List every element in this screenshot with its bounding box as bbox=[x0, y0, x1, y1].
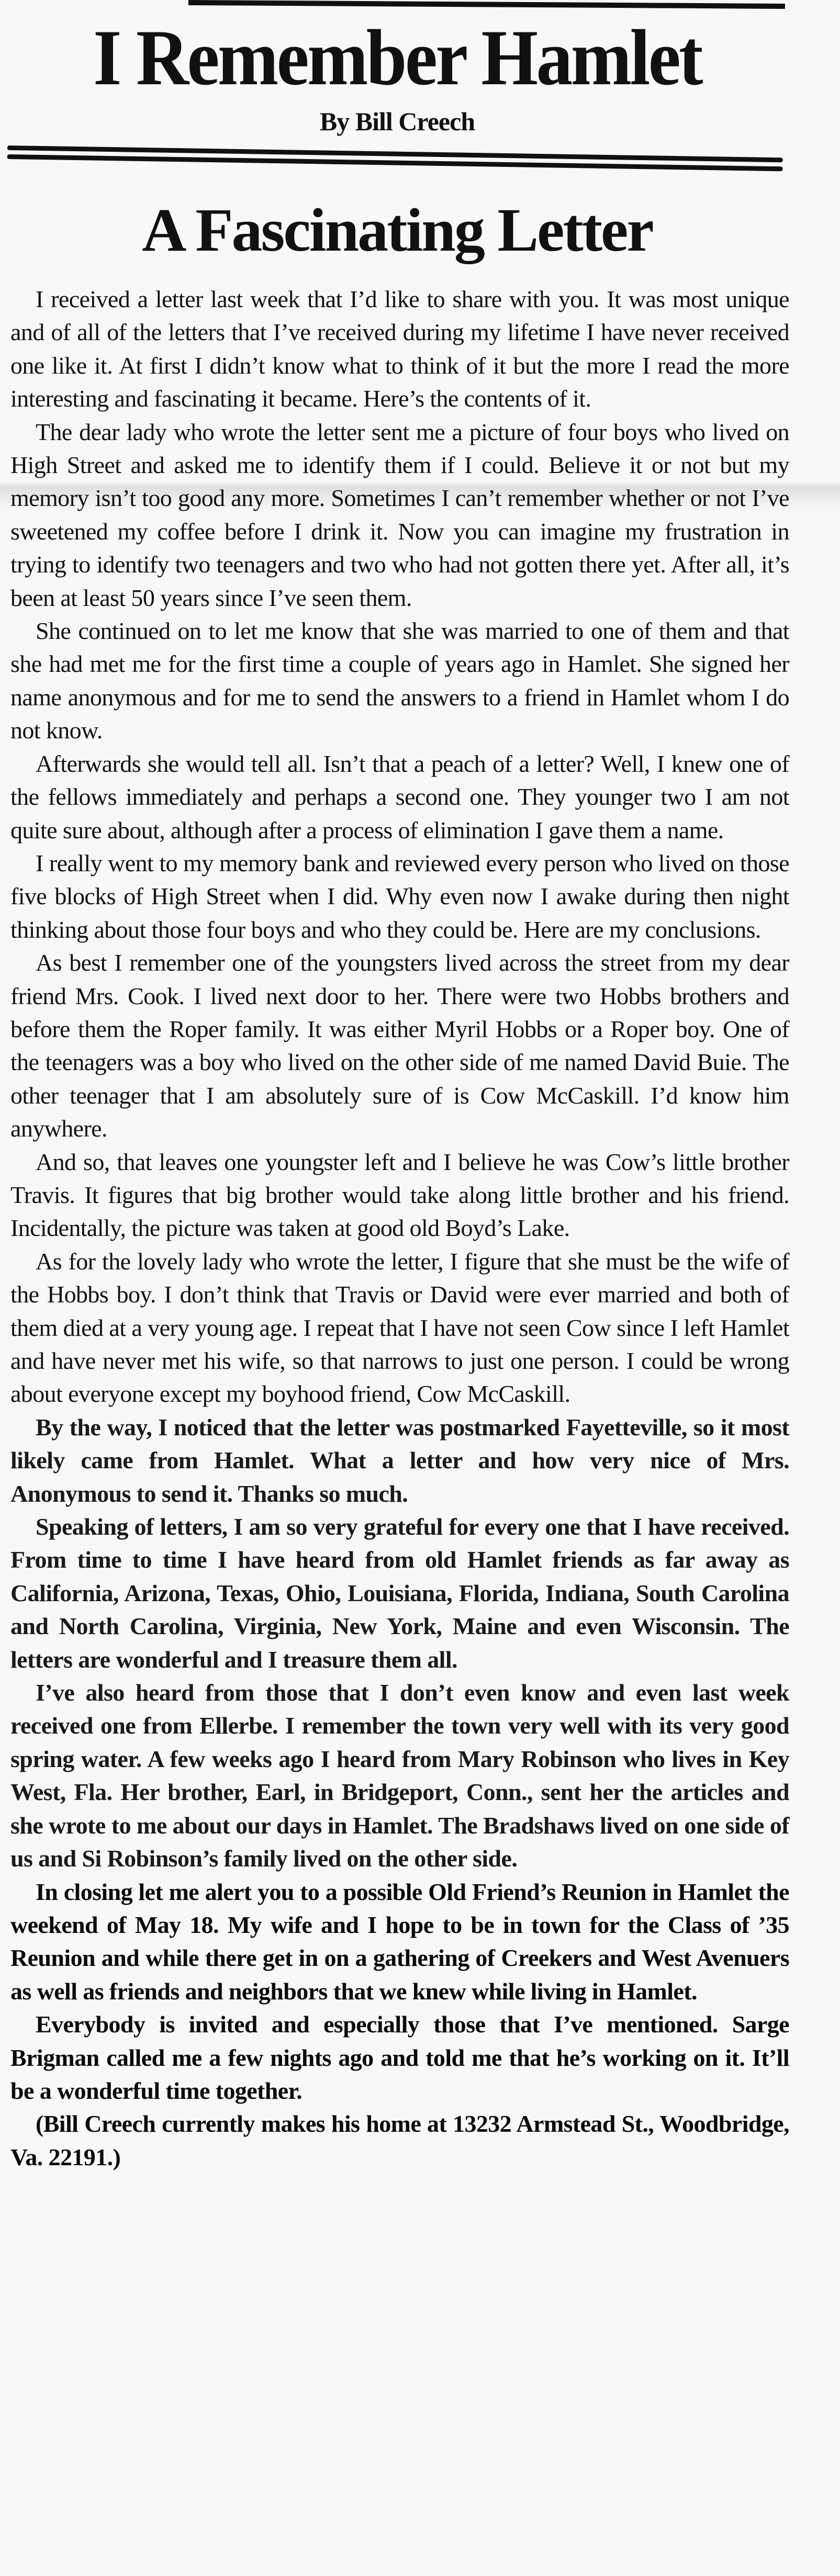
article-paragraph: Afterwards she would tell all. Isn’t that a peach of a letter? Well, I knew one of the fellows immediately and perhaps a second one. They younger two I am not quite sure about, although after a process of elimination I gave them a name. bbox=[10, 750, 789, 843]
article-paragraph: Everybody is invited and especially those that I’ve mentioned. Sarge Brigman called me a few nights ago and told me that he’s working on it. It’ll be a wonderful time together. bbox=[10, 2011, 789, 2104]
top-rule-divider bbox=[188, 0, 785, 9]
article-paragraph: By the way, I noticed that the letter was postmarked Fayetteville, so it most likely came from Hamlet. What a letter and how very nice of Mrs. Anonymous to send it. Thanks so much. bbox=[10, 1413, 789, 1507]
column-title: I Remember Hamlet bbox=[93, 14, 701, 102]
article-paragraph: She continued on to let me know that she was married to one of them and that she had met me for the first time a couple of years ago in Hamlet. She signed her name anonymous and for me to send the answers to a friend in Hamlet whom I do not know. bbox=[10, 617, 789, 744]
article-paragraph: I’ve also heard from those that I don’t even know and even last week received one from Ellerbe. I remember the town very well with its very good spring water. A few weeks ago I heard from Mary Robinson who lives in Key West, Fla. Her brother, Earl, in Bridgeport, Conn., sent her the articles and she wrote to me about our days in Hamlet. The Bradshaws lived on one side of us and Si Robinson’s family lived on the other side. bbox=[10, 1679, 789, 1872]
double-rule-divider bbox=[7, 145, 783, 171]
article-paragraph: And so, that leaves one youngster left and I believe he was Cow’s little brother Travis. It figures that big brother would take along little brother and his friend. Incidentally, the picture was taken at good old Boyd’s Lake. bbox=[10, 1148, 789, 1242]
article-paragraph: Speaking of letters, I am so very grateful for every one that I have received. From time to time I have heard from old Hamlet friends as far away as California, Arizona, Texas, Ohio, Louisiana, Florida, Indiana, South Carolina and North Carolina, Virginia, New York, Maine and even Wisconsin. The letters are wonderful and I treasure them all. bbox=[10, 1513, 789, 1673]
article-paragraph: As for the lovely lady who wrote the letter, I figure that she must be the wife of the Hobbs boy. I don’t think that Travis or David were ever married and both of them died at a very young age. I repeat that I have not seen Cow since I left Hamlet and have never met his wife, so that narrows to just one person. I could be wrong about everyone except my boyhood friend, Cow McCaskill. bbox=[10, 1247, 789, 1408]
article-paragraph: As best I remember one of the youngsters lived across the street from my dear friend Mrs. Cook. I lived next door to her. There were two Hobbs brothers and before them the Roper family. It was either Myril Hobbs or a Roper boy. One of the teenagers was a boy who lived on the other side of me named David Buie. The other teenager that I am absolutely sure of is Cow McCaskill. I’d know him anywhere. bbox=[10, 949, 789, 1142]
article-body bbox=[10, 283, 789, 2174]
article-paragraph: I really went to my memory bank and reviewed every person who lived on those five blocks of High Street when I did. Why even now I awake during then night thinking about those four boys and who they could be. Here are my conclusions. bbox=[10, 849, 789, 943]
column-masthead bbox=[7, 16, 787, 136]
byline: By Bill Creech bbox=[319, 107, 475, 136]
article-headline: A Fascinating Letter bbox=[142, 196, 653, 264]
article-paragraph: In closing let me alert you to a possible Old Friend’s Reunion in Hamlet the weekend of May 18. My wife and I hope to be in town for the Class of ’35 Reunion and while there get in on a gathering of Creekers and West Avenuers as well as friends and neighbors that we knew while living in Hamlet. bbox=[10, 1878, 789, 2005]
article-paragraph: I received a letter last week that I’d like to share with you. It was most unique and of all of the letters that I’ve received during my lifetime I have never received one like it. At first I didn’t know what to think of it but the more I read the more interesting and fascinating it became. Here’s the contents of it. bbox=[10, 286, 789, 412]
article-paragraph: The dear lady who wrote the letter sent me a picture of four boys who lived on High Street and asked me to identify them if I could. Believe it or not but my memory isn’t too good any more. Sometimes I can’t remember whether or not I’ve sweetened my coffee before I drink it. Now you can imagine my frustration in trying to identify two teenagers and two who had not gotten there yet. After all, it’s been at least 50 years since I’ve seen them. bbox=[10, 418, 789, 611]
author-note: (Bill Creech currently makes his home at 13232 Armstead St., Woodbridge, Va. 22191.) bbox=[10, 2110, 789, 2170]
